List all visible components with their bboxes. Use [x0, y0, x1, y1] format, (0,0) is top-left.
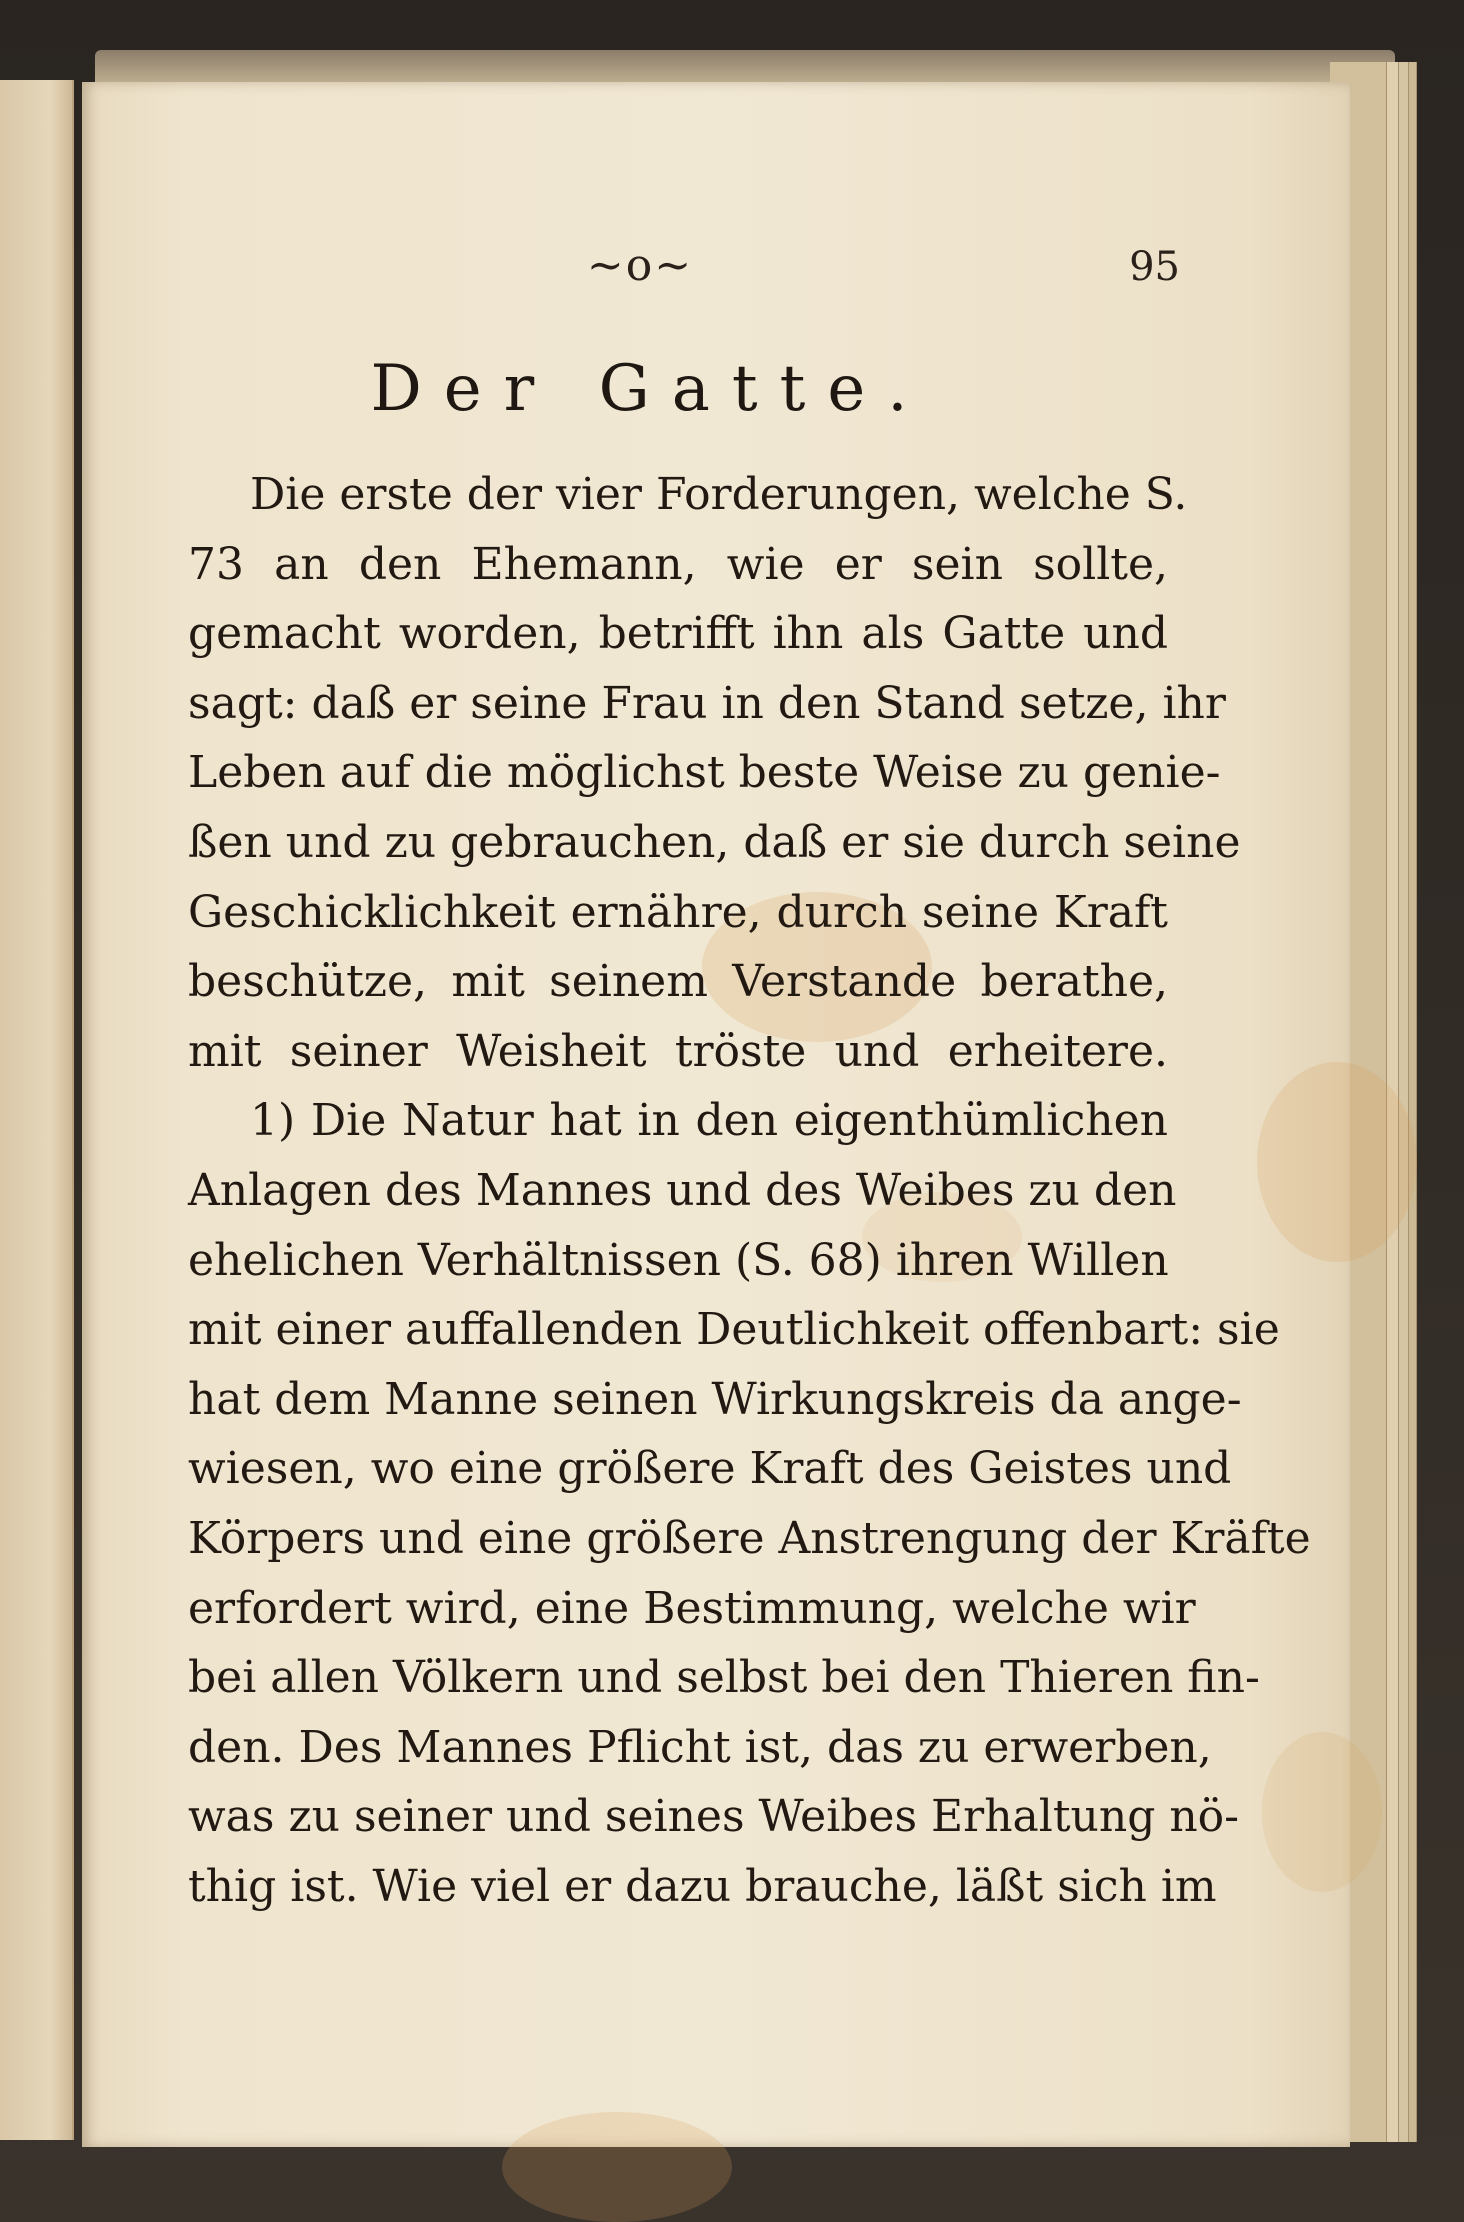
text-line: hat dem Manne seinen Wirkungskreis da ange-: [188, 1373, 1242, 1425]
text-line: gemacht worden, betrifft ihn als Gatte und: [188, 608, 1168, 660]
text-line: den. Des Mannes Pflicht ist, das zu erwerben,: [188, 1721, 1212, 1773]
text-line: ehelichen Verhältnissen (S. 68) ihren Willen: [188, 1234, 1169, 1286]
text-line: Anlagen des Mannes und des Weibes zu den: [188, 1164, 1177, 1216]
foxing-stain: [1257, 1062, 1417, 1262]
text-line: 73 an den Ehemann, wie er sein sollte,: [188, 538, 1168, 590]
foxing-stain: [1262, 1732, 1382, 1892]
text-line: ßen und zu gebrauchen, daß er sie durch seine: [188, 816, 1241, 868]
page-number: 95: [1129, 244, 1180, 290]
text-line: Die erste der vier Forderungen, welche S.: [250, 469, 1188, 520]
text-line: Körpers und eine größere Anstrengung der Kräfte: [188, 1512, 1311, 1564]
previous-page-edge: [0, 80, 74, 2140]
body-text: [188, 460, 1311, 1921]
text-line: wiesen, wo eine größere Kraft des Geistes und: [188, 1443, 1232, 1495]
chapter-title: Der Gatte.: [370, 352, 930, 426]
header-ornament: ~o~: [586, 240, 694, 291]
text-line: Geschicklichkeit ernähre, durch seine Kraft: [188, 886, 1168, 938]
text-line: thig ist. Wie viel er dazu brauche, läßt sich im: [188, 1860, 1217, 1912]
text-line: 1) Die Natur hat in den eigenthümlichen: [250, 1095, 1168, 1147]
text-line: beschütze, mit seinem Verstande berathe,: [188, 956, 1168, 1008]
foxing-stain: [502, 2112, 732, 2222]
text-line: was zu seiner und seines Weibes Erhaltung nö-: [188, 1791, 1240, 1843]
text-line: bei allen Völkern und selbst bei den Thieren fin-: [188, 1652, 1260, 1704]
text-line: sagt: daß er seine Frau in den Stand setze, ihr: [188, 677, 1226, 729]
text-line: mit einer auffallenden Deutlichkeit offenbart: sie: [188, 1304, 1280, 1356]
text-line: erfordert wird, eine Bestimmung, welche wir: [188, 1582, 1196, 1634]
text-line: Leben auf die möglichst beste Weise zu genie-: [188, 747, 1221, 799]
text-line: mit seiner Weisheit tröste und erheitere.: [188, 1025, 1168, 1077]
